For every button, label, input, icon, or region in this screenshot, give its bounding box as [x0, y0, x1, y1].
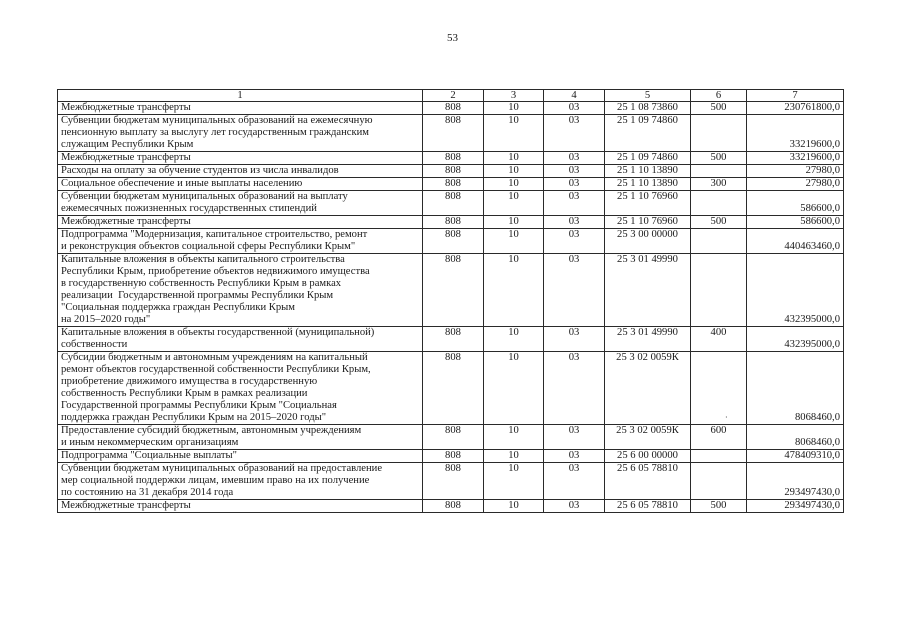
subsection-code: 03: [544, 152, 605, 165]
row-description: Подпрограмма "Модернизация, капитальное строительство, ремонт и реконструкция объектов социальной сферы Республики Крым": [58, 229, 423, 254]
target-article-code: 25 1 08 73860: [605, 102, 691, 115]
column-header: 3: [484, 90, 544, 102]
column-header: 7: [747, 90, 844, 102]
ministry-code: 808: [423, 216, 484, 229]
page-number: 53: [447, 32, 458, 44]
expense-type-code: 400: [691, 327, 747, 352]
column-header: 5: [605, 90, 691, 102]
target-article-code: 25 1 09 74860: [605, 152, 691, 165]
row-description: Предоставление субсидий бюджетным, автономным учреждениям и иным некоммерческим организациям: [58, 425, 423, 450]
expense-type-code: [691, 191, 747, 216]
amount: 33219600,0: [747, 115, 844, 152]
row-description: Субвенции бюджетам муниципальных образований на ежемесячную пенсионную выплату за выслугу лет государственным гражданским служащим Республики Крым: [58, 115, 423, 152]
section-code: 10: [484, 216, 544, 229]
table-row: [58, 425, 844, 450]
amount: 440463460,0: [747, 229, 844, 254]
amount: 293497430,0: [747, 463, 844, 500]
expense-type-code: [691, 165, 747, 178]
section-code: 10: [484, 229, 544, 254]
row-description: Расходы на оплату за обучение студентов из числа инвалидов: [58, 165, 423, 178]
expense-type-code: [691, 450, 747, 463]
ministry-code: 808: [423, 254, 484, 327]
expense-type-code: 500: [691, 152, 747, 165]
amount: 293497430,0: [747, 500, 844, 513]
section-code: 10: [484, 152, 544, 165]
subsection-code: 03: [544, 115, 605, 152]
row-description: Капитальные вложения в объекты капитального строительства Республики Крым, приобретение объектов недвижимого имущества в государственную собственность Республики Крым в рамках реализации Государственной программы Республики Крым "Социальная поддержка граждан Республики Крым на 2015–2020 годы": [58, 254, 423, 327]
row-description: Подпрограмма "Социальные выплаты": [58, 450, 423, 463]
expense-type-code: [691, 352, 747, 425]
expense-type-code: [691, 229, 747, 254]
table-row: [58, 229, 844, 254]
amount: 478409310,0: [747, 450, 844, 463]
target-article-code: 25 6 00 00000: [605, 450, 691, 463]
row-description: Субсидии бюджетным и автономным учреждениям на капитальный ремонт объектов государственной собственности Республики Крым, приобретение движимого имущества в государственную собственность Республики Крым в рамках реализации Государственной программы Республики Крым "Социальная поддержка граждан Республики Крым на 2015–2020 годы": [58, 352, 423, 425]
ministry-code: 808: [423, 450, 484, 463]
section-code: 10: [484, 191, 544, 216]
table-row: [58, 450, 844, 463]
expense-type-code: [691, 463, 747, 500]
row-description: Социальное обеспечение и иные выплаты населению: [58, 178, 423, 191]
table-row: [58, 463, 844, 500]
expense-type-code: [691, 254, 747, 327]
column-header: 1: [58, 90, 423, 102]
column-header: 6: [691, 90, 747, 102]
expense-type-code: 500: [691, 500, 747, 513]
subsection-code: 03: [544, 165, 605, 178]
ministry-code: 808: [423, 352, 484, 425]
amount: 27980,0: [747, 178, 844, 191]
target-article-code: 25 1 10 13890: [605, 165, 691, 178]
target-article-code: 25 3 00 00000: [605, 229, 691, 254]
row-description: Межбюджетные трансферты: [58, 102, 423, 115]
table-row: [58, 327, 844, 352]
subsection-code: 03: [544, 229, 605, 254]
target-article-code: 25 3 01 49990: [605, 327, 691, 352]
amount: 33219600,0: [747, 152, 844, 165]
column-header: 2: [423, 90, 484, 102]
expense-type-code: 500: [691, 102, 747, 115]
table-row: [58, 165, 844, 178]
target-article-code: 25 6 05 78810: [605, 463, 691, 500]
subsection-code: 03: [544, 327, 605, 352]
subsection-code: 03: [544, 178, 605, 191]
row-description: Межбюджетные трансферты: [58, 216, 423, 229]
amount: 27980,0: [747, 165, 844, 178]
amount: 586600,0: [747, 191, 844, 216]
subsection-code: 03: [544, 463, 605, 500]
subsection-code: 03: [544, 216, 605, 229]
stray-mark: ·: [725, 413, 728, 422]
amount: 432395000,0: [747, 327, 844, 352]
row-description: Межбюджетные трансферты: [58, 500, 423, 513]
section-code: 10: [484, 327, 544, 352]
subsection-code: 03: [544, 191, 605, 216]
table-row: [58, 216, 844, 229]
expense-type-code: 500: [691, 216, 747, 229]
section-code: 10: [484, 352, 544, 425]
ministry-code: 808: [423, 229, 484, 254]
row-description: Межбюджетные трансферты: [58, 152, 423, 165]
section-code: 10: [484, 425, 544, 450]
section-code: 10: [484, 463, 544, 500]
target-article-code: 25 3 02 0059К: [605, 352, 691, 425]
ministry-code: 808: [423, 327, 484, 352]
amount: 8068460,0: [747, 352, 844, 425]
expense-type-code: 600: [691, 425, 747, 450]
ministry-code: 808: [423, 463, 484, 500]
row-description: Капитальные вложения в объекты государственной (муниципальной) собственности: [58, 327, 423, 352]
budget-table: [57, 89, 844, 513]
ministry-code: 808: [423, 102, 484, 115]
section-code: 10: [484, 178, 544, 191]
row-description: Субвенции бюджетам муниципальных образований на выплату ежемесячных пожизненных государственных стипендий: [58, 191, 423, 216]
table-row: [58, 152, 844, 165]
ministry-code: 808: [423, 191, 484, 216]
amount: 8068460,0: [747, 425, 844, 450]
table-row: [58, 178, 844, 191]
target-article-code: 25 1 10 76960: [605, 191, 691, 216]
target-article-code: 25 1 10 13890: [605, 178, 691, 191]
subsection-code: 03: [544, 352, 605, 425]
section-code: 10: [484, 165, 544, 178]
row-description: Субвенции бюджетам муниципальных образований на предоставление мер социальной поддержки лицам, имевшим право на их получение по состоянию на 31 декабря 2014 года: [58, 463, 423, 500]
section-code: 10: [484, 500, 544, 513]
subsection-code: 03: [544, 500, 605, 513]
amount: 230761800,0: [747, 102, 844, 115]
ministry-code: 808: [423, 178, 484, 191]
target-article-code: 25 1 09 74860: [605, 115, 691, 152]
ministry-code: 808: [423, 425, 484, 450]
ministry-code: 808: [423, 165, 484, 178]
expense-type-code: 300: [691, 178, 747, 191]
ministry-code: 808: [423, 500, 484, 513]
table-row: [58, 500, 844, 513]
ministry-code: 808: [423, 115, 484, 152]
section-code: 10: [484, 450, 544, 463]
ministry-code: 808: [423, 152, 484, 165]
target-article-code: 25 3 02 0059К: [605, 425, 691, 450]
expense-type-code: [691, 115, 747, 152]
table-row: [58, 254, 844, 327]
section-code: 10: [484, 254, 544, 327]
table-header-row: [58, 90, 844, 102]
table-row: [58, 115, 844, 152]
column-header: 4: [544, 90, 605, 102]
target-article-code: 25 6 05 78810: [605, 500, 691, 513]
subsection-code: 03: [544, 254, 605, 327]
table-row: [58, 102, 844, 115]
target-article-code: 25 3 01 49990: [605, 254, 691, 327]
section-code: 10: [484, 102, 544, 115]
subsection-code: 03: [544, 450, 605, 463]
subsection-code: 03: [544, 102, 605, 115]
subsection-code: 03: [544, 425, 605, 450]
amount: 586600,0: [747, 216, 844, 229]
section-code: 10: [484, 115, 544, 152]
amount: 432395000,0: [747, 254, 844, 327]
target-article-code: 25 1 10 76960: [605, 216, 691, 229]
table-row: [58, 191, 844, 216]
